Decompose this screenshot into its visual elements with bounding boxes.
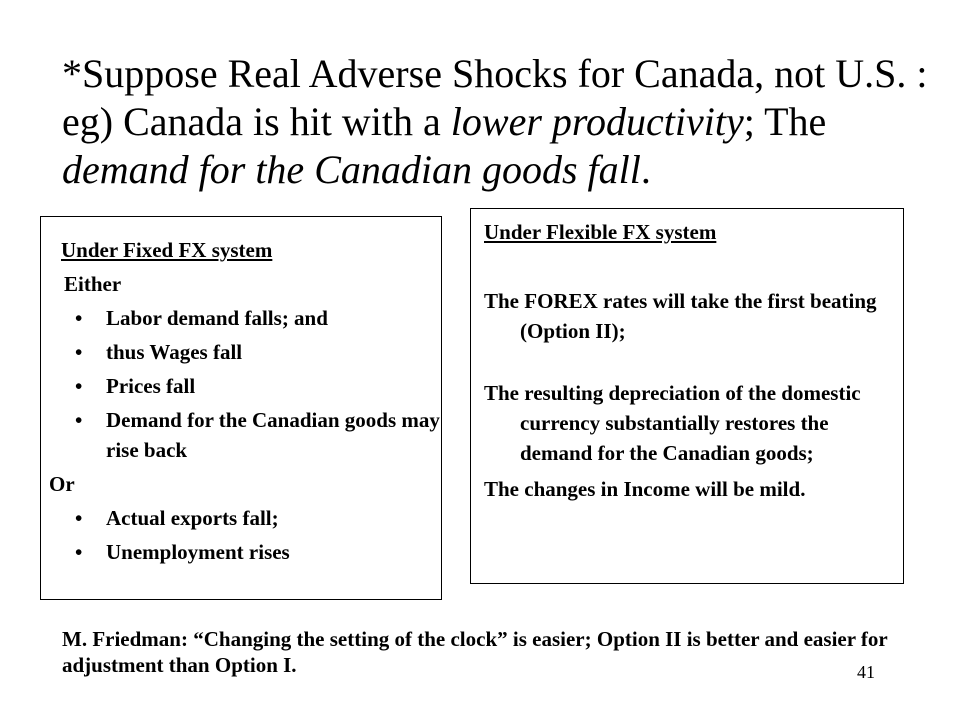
list-item bbox=[41, 503, 441, 533]
flexible-paragraph: The resulting depreciation of the domestic currency substantially restores the demand for the Canadian goods; bbox=[484, 381, 861, 465]
title-italic-1: lower productivity bbox=[450, 99, 744, 144]
bullet-icon: • bbox=[75, 340, 83, 364]
bullet-icon: • bbox=[75, 506, 83, 530]
list-item-text: Demand for the Canadian goods may rise back bbox=[106, 408, 440, 462]
or-list bbox=[41, 503, 441, 567]
or-label: Or bbox=[49, 472, 75, 496]
flexible-fx-box bbox=[470, 208, 904, 584]
title-text-3: . bbox=[640, 147, 651, 192]
bullet-icon: • bbox=[75, 540, 83, 564]
list-item bbox=[41, 405, 441, 465]
list-item bbox=[41, 337, 441, 367]
list-item-text: Prices fall bbox=[106, 374, 196, 398]
flexible-paragraph: The FOREX rates will take the first beating (Option II); bbox=[484, 289, 877, 343]
fixed-fx-heading: Under Fixed FX system bbox=[61, 238, 273, 262]
bullet-icon: • bbox=[75, 408, 83, 432]
title-text-1: *Suppose Real Adverse Shocks for Canada, not U.S. : eg) Canada is hit with a bbox=[62, 51, 928, 144]
bullet-icon: • bbox=[75, 374, 83, 398]
flexible-fx-heading: Under Flexible FX system bbox=[484, 220, 717, 244]
list-item-text: Actual exports fall; bbox=[106, 506, 279, 530]
list-item bbox=[41, 371, 441, 401]
list-item bbox=[41, 537, 441, 567]
title-italic-2: demand for the Canadian goods fall bbox=[62, 147, 641, 192]
flexible-paragraph: The changes in Income will be mild. bbox=[484, 477, 806, 501]
slide-title bbox=[62, 50, 942, 194]
fixed-fx-box bbox=[40, 216, 442, 600]
list-item-text: thus Wages fall bbox=[106, 340, 243, 364]
list-item-text: Unemployment rises bbox=[106, 540, 290, 564]
list-item-text: Labor demand falls; and bbox=[106, 306, 328, 330]
page-number: 41 bbox=[857, 662, 875, 682]
bullet-icon: • bbox=[75, 306, 83, 330]
friedman-quote: M. Friedman: “Changing the setting of the clock” is easier; Option II is better and easier for adjustment than Option I. bbox=[62, 627, 888, 677]
title-text-2: ; The bbox=[743, 99, 827, 144]
either-list bbox=[41, 303, 441, 465]
either-label: Either bbox=[64, 272, 122, 296]
list-item bbox=[41, 303, 441, 333]
